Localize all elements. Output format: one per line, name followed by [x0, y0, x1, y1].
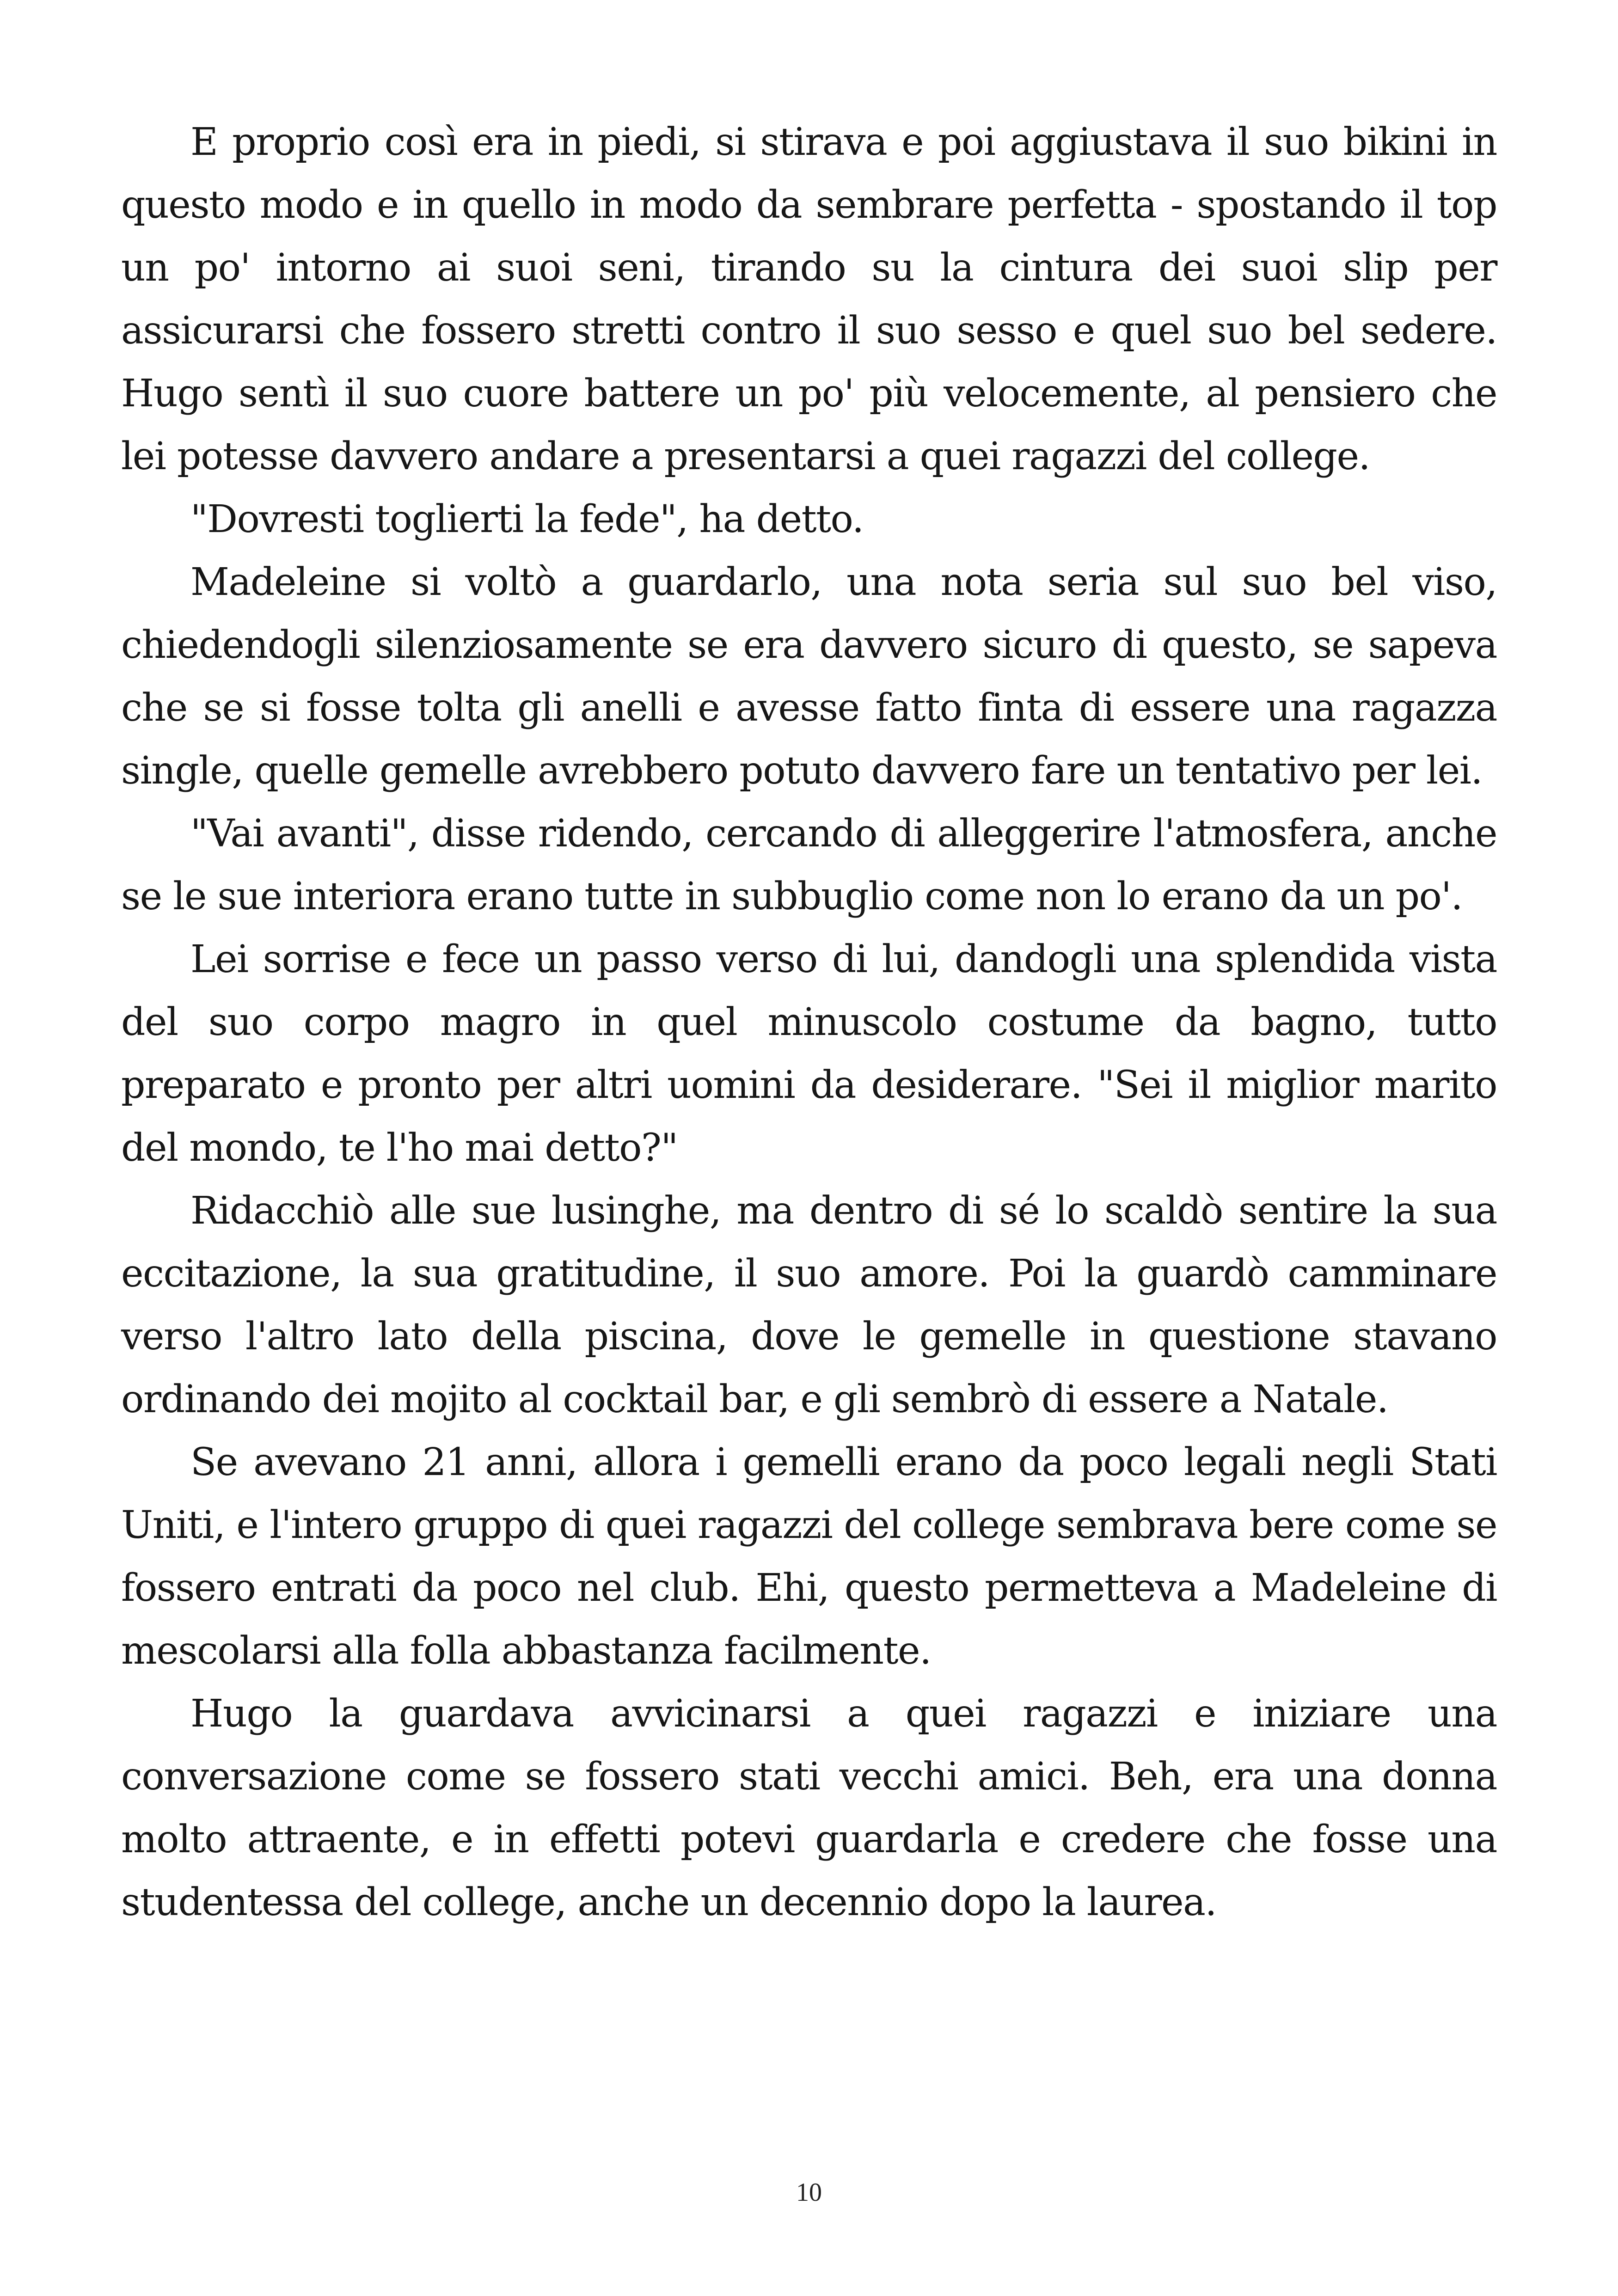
paragraph: "Vai avanti", disse ridendo, cercando di alleggerire l'atmosfera, anche se le sue interiora erano tutte in subbuglio come non lo erano da un po'. — [121, 812, 1497, 918]
paragraph: Hugo la guardava avvicinarsi a quei ragazzi e iniziare una conversazione come se fossero stati vecchi amici. Beh, era una donna molto attraente, e in effetti potevi guardarla e credere che fosse una studentessa del college, anche un decennio dopo la laurea. — [121, 1692, 1497, 1924]
paragraph: Ridacchiò alle sue lusinghe, ma dentro di sé lo scaldò sentire la sua eccitazione, la sua gratitudine, il suo amore. Poi la guardò camminare verso l'altro lato della piscina, dove le gemelle in questione stavano ordinando dei mojito al cocktail bar, e gli sembrò di essere a Natale. — [121, 1189, 1497, 1421]
paragraph: E proprio così era in piedi, si stirava e poi aggiustava il suo bikini in questo modo e in quello in modo da sembrare perfetta - spostando il top un po' intorno ai suoi seni, tirando su la cintura dei suoi slip per assicurarsi che fossero stretti contro il suo sesso e quel suo bel sedere. Hugo sentì il suo cuore battere un po' più velocemente, al pensiero che lei potesse davvero andare a presentarsi a quei ragazzi del college. — [121, 120, 1497, 478]
paragraph: Lei sorrise e fece un passo verso di lui, dandogli una splendida vista del suo corpo magro in quel minuscolo costume da bagno, tutto preparato e pronto per altri uomini da desiderare. "Sei il miglior marito del mondo, te l'ho mai detto?" — [121, 937, 1497, 1170]
page-body — [121, 111, 1497, 1934]
paragraph: Madeleine si voltò a guardarlo, una nota seria sul suo bel viso, chiedendogli silenziosamente se era davvero sicuro di questo, se sapeva che se si fosse tolta gli anelli e avesse fatto finta di essere una ragazza single, quelle gemelle avrebbero potuto davvero fare un tentativo per lei. — [121, 560, 1497, 793]
page-number: 10 — [796, 2178, 822, 2207]
paragraph: Se avevano 21 anni, allora i gemelli erano da poco legali negli Stati Uniti, e l'intero gruppo di quei ragazzi del college sembrava bere come se fossero entrati da poco nel club. Ehi, questo permetteva a Madeleine di mescolarsi alla folla abbastanza facilmente. — [121, 1440, 1497, 1673]
paragraph: "Dovresti toglierti la fede", ha detto. — [190, 497, 864, 541]
